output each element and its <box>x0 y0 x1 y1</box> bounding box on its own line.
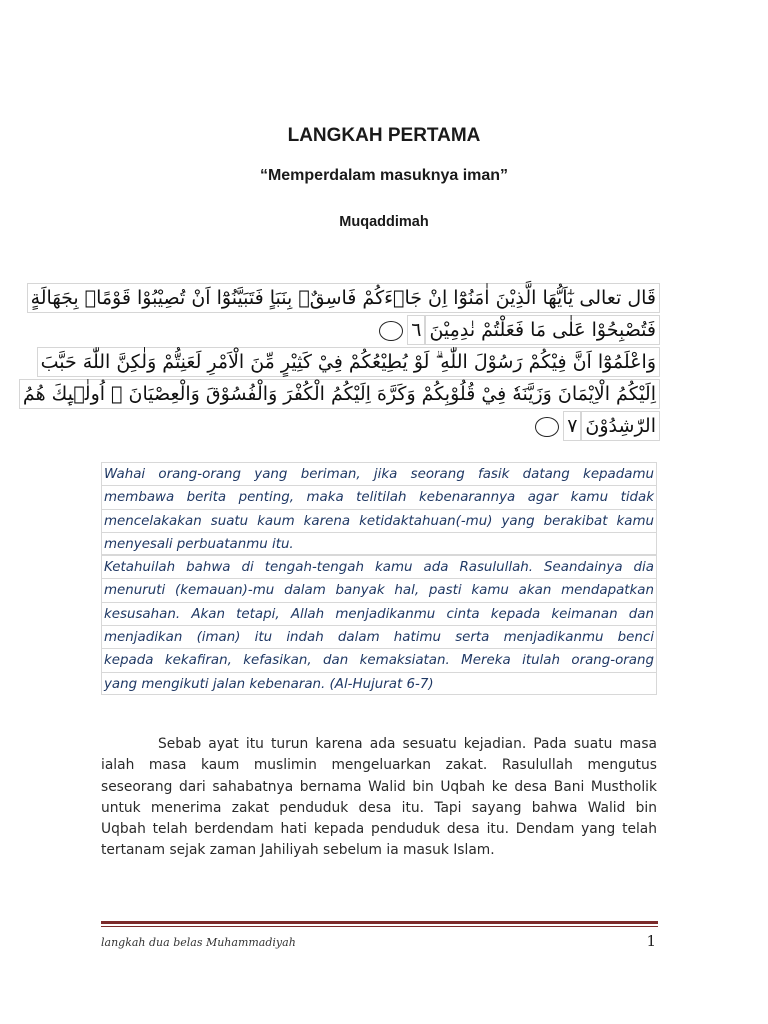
arabic-line-text: الرّٰشِدُوْنَ <box>581 411 660 441</box>
translation-line: mencelakakan suatu kaum karena ketidaktahuan(-mu) yang berakibat kamu <box>101 509 657 532</box>
footer-divider <box>101 921 658 924</box>
ayah-end-marker-icon <box>379 321 403 341</box>
translation-line: menyesali perbuatanmu itu. <box>101 532 657 555</box>
body-paragraph <box>101 734 657 862</box>
translation-line: menuruti (kemauan)-mu dalam banyak hal, pasti kamu akan mendapatkan <box>101 578 657 601</box>
paragraph-line: Sebab ayat itu turun karena ada sesuatu kejadian. Pada suatu masa <box>158 736 657 752</box>
paragraph-line: seseorang dari sahabatnya bernama Walid bin Uqbah ke desa Bani Mustholik <box>101 778 657 795</box>
footer-text: langkah dua belas Muhammadiyah <box>101 936 296 949</box>
paragraph-line: Uqbah telah berdendam hati kepada penduduk desa itu. Dendam yang telah <box>101 821 657 838</box>
section-heading: Muqaddimah <box>339 214 429 230</box>
arabic-line <box>100 411 660 443</box>
arabic-line-text: قَال تعالى يٰٓاَيُّهَا الَّذِيْنَ اٰمَنُوْٓا اِنْ جَاۤءَكُمْ فَاسِقٌۢ بِنَبَاٍ فَتَبَيَّنُوْٓا اَنْ تُصِيْبُوْا قَوْمًاۢ بِجَهَالَةٍ <box>27 283 660 313</box>
arabic-verse-block <box>22 283 660 443</box>
arabic-line <box>22 379 660 411</box>
paragraph-line: tertanam sejak zaman Jahiliyah sebelum ia masuk Islam. <box>101 842 495 859</box>
paragraph-line: untuk menerima zakat penduduk desa itu. Tapi sayang bahwa Walid bin <box>101 799 657 816</box>
ayah-number: ٧ <box>563 411 581 441</box>
arabic-line <box>40 347 660 379</box>
arabic-line-text: وَاعْلَمُوْٓا اَنَّ فِيْكُمْ رَسُوْلَ اللّٰهِ ۗ لَوْ يُطِيْعُكُمْ فِيْ كَثِيْرٍ مِّنَ الْاَمْرِ لَعَنِتُّمْ وَلٰكِنَّ اللّٰهَ حَبَّبَ <box>37 347 660 377</box>
ayah-number: ٦ <box>407 315 425 345</box>
ayah-end-marker-icon <box>535 417 559 437</box>
footer-divider-thin <box>101 926 658 927</box>
arabic-line-text: فَتُصْبِحُوْا عَلٰى مَا فَعَلْتُمْ نٰدِمِيْنَ <box>425 315 660 345</box>
translation-line: menjadikan (iman) itu indah dalam hatimu serta menjadikanmu benci <box>101 625 657 648</box>
page-title: LANGKAH PERTAMA <box>287 125 481 146</box>
page-subtitle: “Memperdalam masuknya iman” <box>259 167 509 184</box>
translation-line: yang mengikuti jalan kebenaran. (Al-Hujurat 6-7) <box>101 672 657 695</box>
translation-block <box>101 462 657 695</box>
translation-line: Ketahuilah bahwa di tengah-tengah kamu ada Rasulullah. Seandainya dia <box>101 555 657 578</box>
paragraph-line: ialah masa kaum muslimin mengeluarkan zakat. Rasulullah mengutus <box>101 757 657 774</box>
page-number: 1 <box>646 932 656 950</box>
translation-line: kesusahan. Akan tetapi, Allah menjadikanmu cinta kepada keimanan dan <box>101 602 657 625</box>
translation-line: Wahai orang-orang yang beriman, jika seorang fasik datang kepadamu <box>101 462 657 485</box>
arabic-line <box>100 315 660 347</box>
arabic-line-text: اِلَيْكُمُ الْاِيْمَانَ وَزَيَّنَهٗ فِيْ قُلُوْبِكُمْ وَكَرَّهَ اِلَيْكُمُ الْكُفْرَ وَالْفُسُوْقَ وَالْعِصْيَانَ ۗ اُولٰۤىِٕكَ هُمُ <box>19 379 660 409</box>
translation-line: kepada kekafiran, kefasikan, dan kemaksiatan. Mereka itulah orang-orang <box>101 648 657 671</box>
translation-line: membawa berita penting, maka telitilah kebenarannya agar kamu tidak <box>101 485 657 508</box>
arabic-line <box>30 283 660 315</box>
